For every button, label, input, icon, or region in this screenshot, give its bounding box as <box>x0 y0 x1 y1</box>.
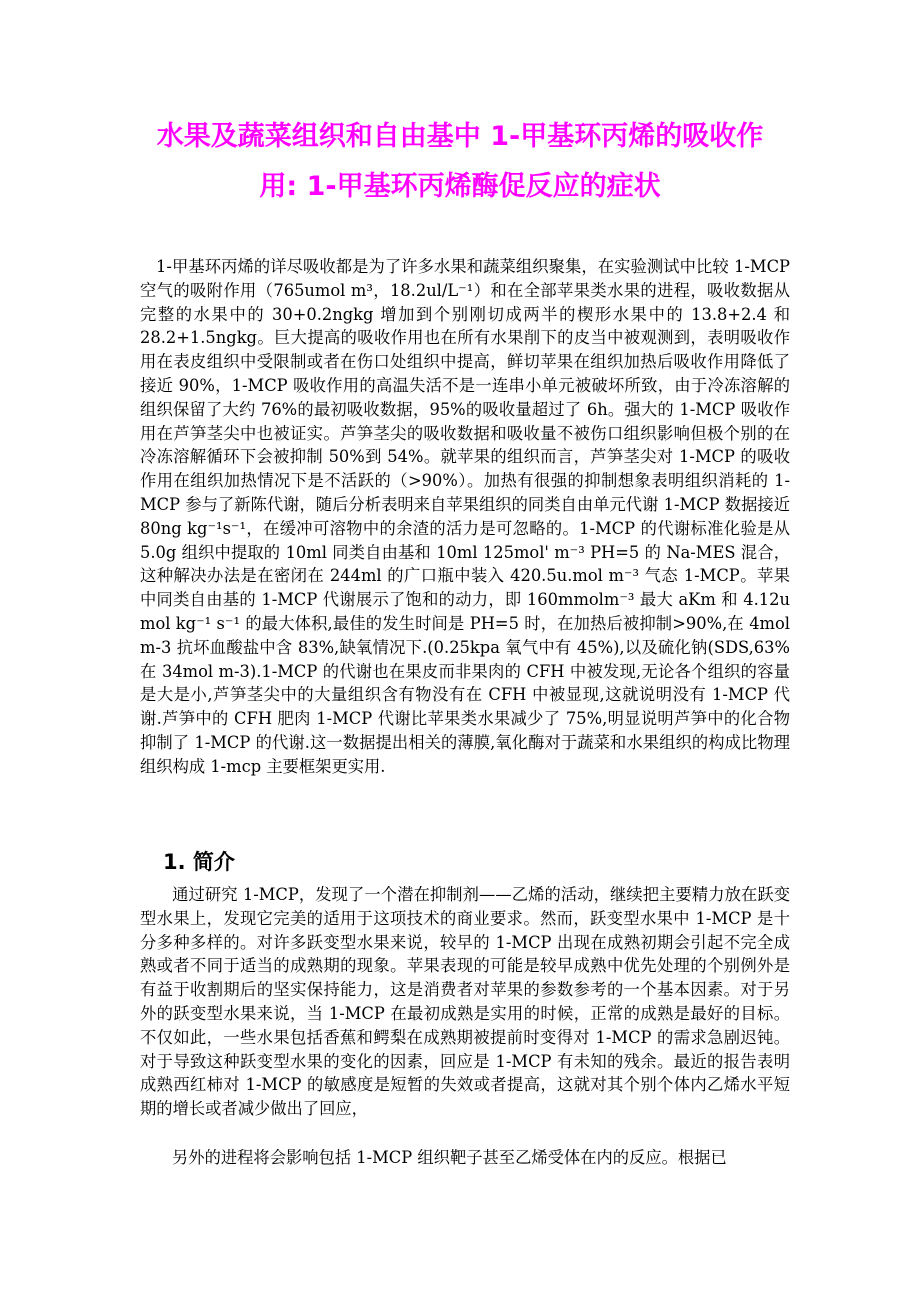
intro-paragraph-2 <box>140 1146 790 1170</box>
intro-text-2: 另外的进程将会影响包括 1-MCP 组织靶子甚至乙烯受体在内的反应。根据已 <box>172 1148 727 1167</box>
abstract-paragraph <box>140 255 790 779</box>
title-line-1: 水果及蔬菜组织和自由基中 1-甲基环丙烯的吸收作 <box>156 121 764 152</box>
section-heading: 1. 简介 <box>163 850 235 874</box>
abstract-text: 1-甲基环丙烯的详尽吸收都是为了许多水果和蔬菜组织聚集，在实验测试中比较 1-MCP 空气的吸附作用（765umol m³，18.2ul/L⁻¹）和在全部苹果类水果的进程，吸收数据从完整的水果中的 30+0.2ngkg 增加到个别刚切成两半的楔形水果中的 13.8+2.4 和 28.2+1.5ngkg。巨大提高的吸收作用也在所有水果削下的皮当中被观测到，表明吸收作用在表皮组织中受限制或者在伤口处组织中提高，鲜切苹果在组织加热后吸收作用降低了接近 90%，1-MCP 吸收作用的高温失活不是一连串小单元被破坏所致，由于冷冻溶解的组织保留了大约 76%的最初吸收数据，95%的吸收量超过了 6h。强大的 1-MCP 吸收作用在芦笋茎尖中也被证实。芦笋茎尖的吸收数据和吸收量不被伤口组织影响但极个别的在冷冻溶解循环下会被抑制 50%到 54%。就苹果的组织而言，芦笋茎尖对 1-MCP 的吸收作用在组织加热情况下是不活跃的（>90%）。加热有很强的抑制想象表明组织消耗的 1-MCP 参与了新陈代谢，随后分析表明来自苹果组织的同类自由单元代谢 1-MCP 数据接近 80ng kg⁻¹s⁻¹，在缓冲可溶物中的余渣的活力是可忽略的。1-MCP 的代谢标准化验是从 5.0g 组织中提取的 10ml 同类自由基和 10ml 125mol' m⁻³ PH=5 的 Na-MES 混合，这种解决办法是在密闭在 244ml 的广口瓶中装入 420.5u.mol m⁻³ 气态 1-MCP。苹果中同类自由基的 1-MCP 代谢展示了饱和的动力，即 160mmolm⁻³ 最大 aKm 和 4.12u mol kg⁻¹ s⁻¹ 的最大体积,最佳的发生时间是 PH=5 时，在加热后被抑制>90%,在 4mol m-3 抗坏血酸盐中含 83%,缺氧情况下.(0.25kpa 氧气中有 45%),以及硫化钠(SDS,63%在 34mol m-3).1-MCP 的代谢也在果皮而非果肉的 CFH 中被发现,无论各个组织的容量是大是小,芦笋茎尖中的大量组织含有物没有在 CFH 中被显现,这就说明没有 1-MCP 代谢.芦笋中的 CFH 肥肉 1-MCP 代谢比苹果类水果减少了 75%,明显说明芦笋中的化合物抑制了 1-MCP 的代谢.这一数据提出相关的薄膜,氧化酶对于蔬菜和水果组织的构成比物理组织构成 1-mcp 主要框架更实用. <box>140 257 790 776</box>
intro-text-1: 通过研究 1-MCP，发现了一个潜在抑制剂——乙烯的活动，继续把主要精力放在跃变型水果上，发现它完美的适用于这项技术的商业要求。然而，跃变型水果中 1-MCP 是十分多种多样的。对许多跃变型水果来说，较早的 1-MCP 出现在成熟初期会引起不完全成熟或者不同于适当的成熟期的现象。苹果表现的可能是较早成熟中优先处理的个别例外是有益于收割期后的坚实保持能力，这是消费者对苹果的参数参考的一个基本因素。对于另外的跃变型水果来说，当 1-MCP 在最初成熟是实用的时候，正常的成熟是最好的目标。不仅如此，一些水果包括香蕉和鳄梨在成熟期被提前时变得对 1-MCP 的需求急剧迟钝。对于导致这种跃变型水果的变化的因素，回应是 1-MCP 有未知的残余。最近的报告表明成熟西红柿对 1-MCP 的敏感度是短暂的失效或者提高，这就对其个别个体内乙烯水平短期的增长或者减少做出了回应， <box>140 885 790 1119</box>
intro-paragraph-1 <box>140 883 790 1121</box>
document-title <box>100 112 820 212</box>
title-line-2: 用: 1-甲基环丙烯酶促反应的症状 <box>259 171 661 202</box>
